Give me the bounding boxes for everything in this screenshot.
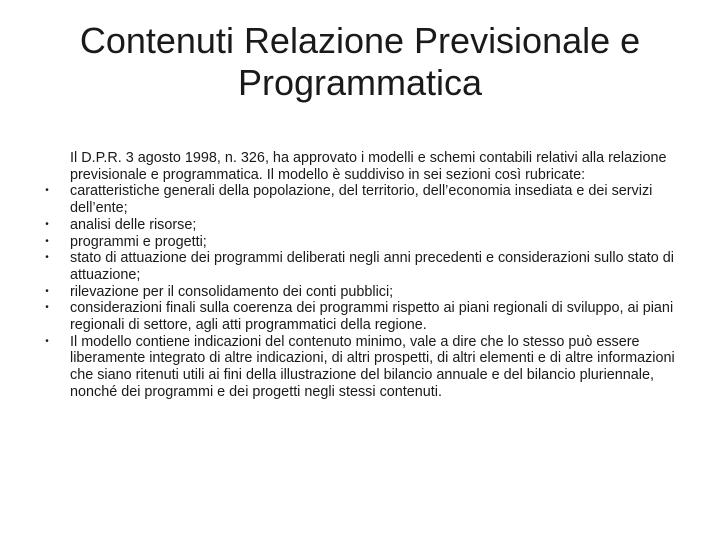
list-item <box>40 300 685 333</box>
bullet-icon: • <box>45 302 49 314</box>
bullet-icon: • <box>45 335 49 347</box>
bullet-icon: • <box>45 235 49 247</box>
list-item <box>40 183 685 216</box>
intro-text: Il D.P.R. 3 agosto 1998, n. 326, ha approvato i modelli e schemi contabili relativi alla relazione previsionale e programmatica. Il modello è suddiviso in sei sezioni così rubricate: <box>70 150 667 183</box>
list-item <box>40 334 685 401</box>
list-item-text: rilevazione per il consolidamento dei conti pubblici; <box>70 283 394 300</box>
list-item <box>40 217 685 234</box>
list-item-text: considerazioni finali sulla coerenza dei programmi rispetto ai piani regionali di sviluppo, ai piani regionali di settore, agli atti programmatici della regione. <box>70 300 674 334</box>
bullet-icon: • <box>45 252 49 264</box>
list-item-text: caratteristiche generali della popolazione, del territorio, dell’economia insediata e dei servizi dell’ente; <box>70 183 653 217</box>
list-item <box>40 234 685 251</box>
bullet-icon: • <box>45 185 49 197</box>
slide-body <box>40 150 685 401</box>
slide-title: Contenuti Relazione Previsionale e Programmatica <box>79 20 641 103</box>
list-item <box>40 284 685 301</box>
list-item <box>40 250 685 283</box>
bullet-icon: • <box>45 285 49 297</box>
list-item-text: stato di attuazione dei programmi deliberati negli anni precedenti e considerazioni sullo stato di attuazione; <box>70 250 674 283</box>
list-item-text: analisi delle risorse; <box>70 216 197 233</box>
intro-paragraph <box>40 150 685 183</box>
bullet-icon: • <box>45 218 49 230</box>
list-item-text: programmi e progetti; <box>70 233 207 250</box>
list-item-text: Il modello contiene indicazioni del contenuto minimo, vale a dire che lo stesso può essere liberamente integrato di altre indicazioni, di altri prospetti, di altri elementi e di altre informazioni che siano ritenuti utili ai fini della illustrazione del bilancio annuale e del bilancio pluriennale, nonché dei programmi e dei progetti negli stessi contenuti. <box>70 333 675 400</box>
